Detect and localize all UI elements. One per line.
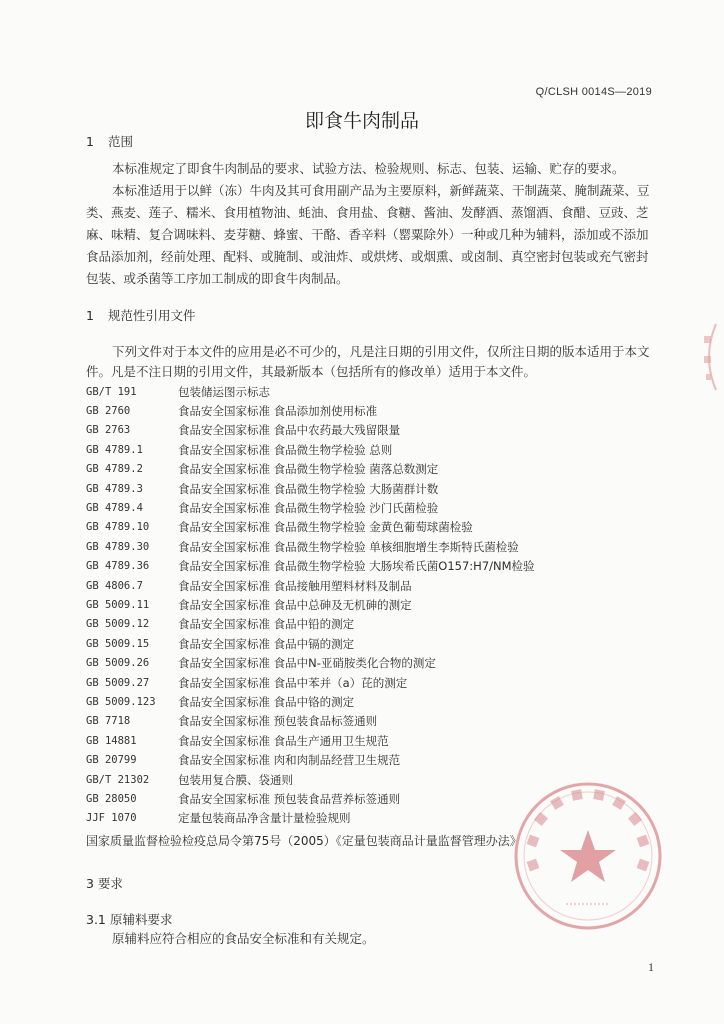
refs-regulation-line: 国家质量监督检验检疫总局令第75号（2005）《定量包装商品计量监督管理办法》 — [86, 834, 522, 848]
standard-code: Q/CLSH 0014S—2019 — [535, 86, 652, 98]
reference-name: 食品安全国家标准 食品中苯并（a）芘的测定 — [178, 675, 408, 690]
reference-code: GB 4789.2 — [86, 463, 143, 476]
scope-heading-title: 范围 — [108, 134, 134, 149]
reference-name: 食品安全国家标准 食品中镉的测定 — [178, 636, 355, 651]
reference-code: GB 4789.36 — [86, 560, 150, 573]
reference-code: GB 28050 — [86, 792, 137, 805]
reference-code: GB 4806.7 — [86, 579, 143, 592]
reference-code: GB 20799 — [86, 754, 137, 767]
reference-name: 食品安全国家标准 预包装食品营养标签通则 — [178, 791, 401, 806]
reference-row — [86, 518, 666, 537]
reference-code: GB 5009.11 — [86, 598, 150, 611]
reference-code: GB 4789.4 — [86, 502, 143, 515]
reference-name: 食品安全国家标准 食品微生物学检验 大肠埃希氏菌O157:H7/NM检验 — [178, 559, 535, 574]
reference-row — [86, 634, 666, 653]
reference-name: 定量包装商品净含量计量检验规则 — [178, 811, 351, 826]
reference-row — [86, 401, 666, 420]
reference-code: GB 4789.1 — [86, 443, 143, 456]
reference-name: 食品安全国家标准 食品微生物学检验 大肠菌群计数 — [178, 481, 439, 496]
reference-row — [86, 712, 666, 731]
requirements-heading: 3 要求 — [86, 876, 123, 891]
reference-code: GB 4789.3 — [86, 482, 143, 495]
scope-paragraph-1 — [86, 158, 656, 180]
reference-row — [86, 382, 666, 401]
reference-name: 食品安全国家标准 食品中铬的测定 — [178, 694, 355, 709]
reference-code: GB 5009.123 — [86, 695, 156, 708]
reference-name: 食品安全国家标准 食品微生物学检验 单核细胞增生李斯特氏菌检验 — [178, 539, 519, 554]
reference-code: GB/T 191 — [86, 385, 137, 398]
reference-code: GB 14881 — [86, 734, 137, 747]
reference-row — [86, 576, 666, 595]
refs-intro — [86, 342, 656, 382]
reference-row — [86, 421, 666, 440]
reference-name: 食品安全国家标准 食品中N-亚硝胺类化合物的测定 — [178, 656, 436, 671]
reference-code: GB/T 21302 — [86, 773, 150, 786]
scope-heading-number: 1 — [86, 134, 94, 149]
reference-list — [86, 382, 666, 828]
reference-name: 食品安全国家标准 预包装食品标签通则 — [178, 714, 378, 729]
reference-row — [86, 537, 666, 556]
reference-name: 食品安全国家标准 食品微生物学检验 金黄色葡萄球菌检验 — [178, 520, 473, 535]
reference-name: 食品安全国家标准 食品中铅的测定 — [178, 617, 355, 632]
refs-heading-title: 规范性引用文件 — [108, 308, 196, 323]
reference-row — [86, 653, 666, 672]
reference-row — [86, 479, 666, 498]
reference-code: JJF 1070 — [86, 812, 137, 825]
reference-code: GB 5009.27 — [86, 676, 150, 689]
reference-row — [86, 595, 666, 614]
reference-code: GB 4789.30 — [86, 540, 150, 553]
company-seal-icon — [508, 776, 668, 936]
reference-row — [86, 750, 666, 769]
raw-materials-heading — [86, 910, 173, 928]
reference-code: GB 4789.10 — [86, 521, 150, 534]
reference-name: 食品安全国家标准 肉和肉制品经营卫生规范 — [178, 753, 401, 768]
refs-heading — [86, 306, 196, 324]
reference-row — [86, 498, 666, 517]
reference-name: 食品安全国家标准 食品接触用塑料材料及制品 — [178, 578, 412, 593]
refs-heading-number: 1 — [86, 308, 94, 323]
reference-code: GB 2763 — [86, 424, 131, 437]
reference-name: 食品安全国家标准 食品中总砷及无机砷的测定 — [178, 597, 412, 612]
raw-materials-heading-title: 原辅料要求 — [110, 912, 173, 927]
reference-code: GB 5009.26 — [86, 657, 150, 670]
reference-name: 食品安全国家标准 食品生产通用卫生规范 — [178, 733, 389, 748]
reference-row — [86, 692, 666, 711]
document-title: 即食牛肉制品 — [304, 110, 419, 132]
reference-row — [86, 460, 666, 479]
side-stamp-fragment-icon — [696, 322, 724, 392]
reference-name: 包装储运图示标志 — [178, 384, 270, 399]
scope-heading — [86, 132, 133, 150]
reference-name: 包装用复合膜、袋通则 — [178, 772, 293, 787]
raw-materials-heading-number: 3.1 — [86, 912, 106, 927]
reference-name: 食品安全国家标准 食品微生物学检验 菌落总数测定 — [178, 462, 439, 477]
reference-code: GB 7718 — [86, 715, 131, 728]
reference-name: 食品安全国家标准 食品中农药最大残留限量 — [178, 423, 401, 438]
reference-row — [86, 673, 666, 692]
reference-code: GB 5009.15 — [86, 637, 150, 650]
reference-row — [86, 615, 666, 634]
page-number: 1 — [648, 960, 654, 974]
refs-intro-text: 下列文件对于本文件的应用是必不可少的，凡是注日期的引用文件，仅所注日期的版本适用于本文件。凡是不注日期的引用文件，其最新版本（包括所有的修改单）适用于本文件。 — [86, 344, 650, 379]
scope-paragraph-2-text: 本标准适用于以鲜（冻）牛肉及其可食用副产品为主要原料，新鲜蔬菜、干制蔬菜、腌制蔬菜、豆类、燕麦、莲子、糯米、食用植物油、蚝油、食用盐、食糖、酱油、发酵酒、蒸馏酒、食醋、豆豉、芝麻、味精、复合调味料、麦芽糖、蜂蜜、干酪、香辛料（罂粟除外）一种或几种为辅料，添加或不添加食品添加剂，经前处理、配料、或腌制、或油炸、或烘烤、或烟熏、或卤制、真空密封包装或充气密封包装、或杀菌等工序加工制成的即食牛肉制品。 — [86, 183, 650, 286]
reference-code: GB 2760 — [86, 405, 131, 418]
scope-paragraph-1-text: 本标准规定了即食牛肉制品的要求、试验方法、检验规则、标志、包装、运输、贮存的要求。 — [112, 161, 625, 176]
reference-row — [86, 440, 666, 459]
reference-row — [86, 557, 666, 576]
reference-name: 食品安全国家标准 食品微生物学检验 沙门氏菌检验 — [178, 501, 439, 516]
reference-name: 食品安全国家标准 食品微生物学检验 总则 — [178, 442, 393, 457]
reference-code: GB 5009.12 — [86, 618, 150, 631]
reference-row — [86, 731, 666, 750]
reference-name: 食品安全国家标准 食品添加剂使用标准 — [178, 404, 378, 419]
raw-materials-text: 原辅料应符合相应的食品安全标准和有关规定。 — [112, 931, 375, 946]
scope-paragraph-2 — [86, 180, 656, 290]
